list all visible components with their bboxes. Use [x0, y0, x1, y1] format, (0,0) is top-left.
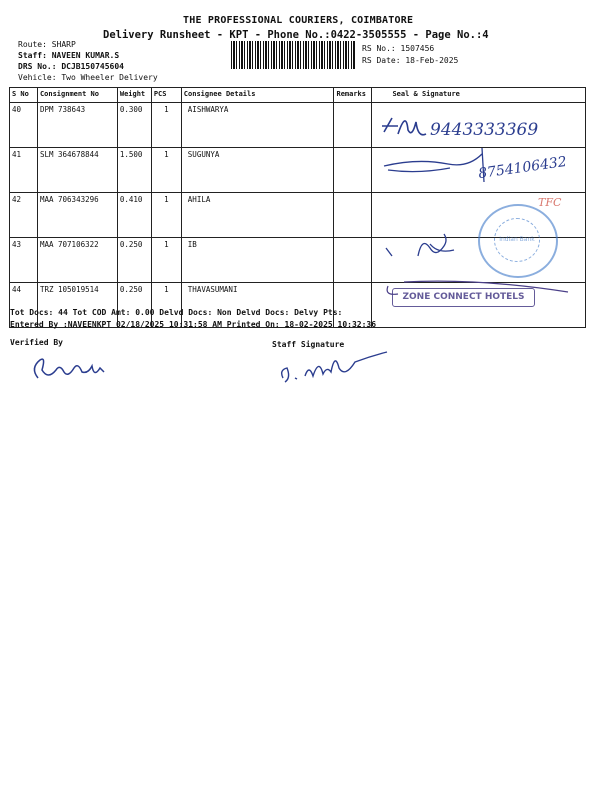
- cell-consignee: THAVASUMANI: [181, 283, 334, 328]
- cell-remarks: [334, 103, 372, 148]
- staff-label: Staff: NAVEEN KUMAR.S: [18, 51, 120, 60]
- cell-weight: 0.300: [117, 103, 151, 148]
- col-remarks: Remarks: [334, 88, 372, 103]
- cell-sno: 44: [10, 283, 38, 328]
- cell-consignment: SLM 364678844: [37, 148, 117, 193]
- col-weight: Weight: [117, 88, 151, 103]
- handwritten-phone-row40: 9443333369: [430, 120, 539, 140]
- cell-remarks: [334, 238, 372, 283]
- cell-weight: 0.410: [117, 193, 151, 238]
- rs-date: RS Date: 18-Feb-2025: [362, 56, 459, 65]
- rs-number: RS No.: 1507456: [362, 44, 435, 53]
- entered-by-line: Entered By :NAVEENKPT 02/18/2025 10:31:58 AM Printed On: 18-02-2025 10:32:36: [10, 320, 377, 329]
- cell-sno: 42: [10, 193, 38, 238]
- staff-signature: [275, 348, 415, 388]
- cell-consignee: AISHWARYA: [181, 103, 334, 148]
- zone-connect-stamp: ZONE CONNECT HOTELS: [392, 288, 535, 307]
- runsheet-subtitle: Delivery Runsheet - KPT - Phone No.:0422-3505555 - Page No.:4: [103, 29, 489, 41]
- table-header-row: [10, 88, 586, 103]
- col-consignment: Consignment No: [37, 88, 117, 103]
- col-seal-signature: Seal & Signature: [372, 88, 586, 103]
- handwritten-phone-row41: 8754106432: [477, 153, 568, 183]
- company-title: THE PROFESSIONAL COURIERS, COIMBATORE: [183, 15, 414, 26]
- cell-weight: 1.500: [117, 148, 151, 193]
- cell-consignment: MAA 706343296: [37, 193, 117, 238]
- barcode: [231, 41, 355, 69]
- cell-consignment: DPM 738643: [37, 103, 117, 148]
- cell-pcs: 1: [151, 148, 181, 193]
- verified-by-label: Verified By: [10, 338, 63, 347]
- cell-pcs: 1: [151, 193, 181, 238]
- drs-number: DRS No.: DCJB150745604: [18, 62, 124, 71]
- cell-sno: 40: [10, 103, 38, 148]
- totals-line: Tot Docs: 44 Tot COD Amt: 0.00 Delvd Docs: Non Delvd Docs: Delvy Pts:: [10, 308, 343, 317]
- col-consignee: Consignee Details: [181, 88, 334, 103]
- cell-pcs: 1: [151, 103, 181, 148]
- col-sno: S No: [10, 88, 38, 103]
- route-label: Route: SHARP: [18, 40, 76, 49]
- cell-consignee: SUGUNYA: [181, 148, 334, 193]
- handwritten-tfc: TFC: [538, 196, 562, 209]
- bank-round-stamp: [478, 204, 558, 278]
- col-pcs: PCS: [151, 88, 181, 103]
- cell-sno: 41: [10, 148, 38, 193]
- cell-pcs: 1: [151, 283, 181, 328]
- cell-consignment: MAA 707106322: [37, 238, 117, 283]
- cell-weight: 0.250: [117, 283, 151, 328]
- cell-sno: 43: [10, 238, 38, 283]
- cell-remarks: [334, 193, 372, 238]
- cell-pcs: 1: [151, 238, 181, 283]
- cell-consignee: AHILA: [181, 193, 334, 238]
- bank-stamp-text: Indian Bank: [494, 218, 540, 262]
- cell-consignment: TRZ 105019514: [37, 283, 117, 328]
- cell-weight: 0.250: [117, 238, 151, 283]
- cell-consignee: IB: [181, 238, 334, 283]
- cell-remarks: [334, 148, 372, 193]
- vehicle-label: Vehicle: Two Wheeler Delivery: [18, 73, 158, 82]
- verifier-signature: [28, 350, 118, 384]
- staff-signature-label: Staff Signature: [272, 340, 345, 349]
